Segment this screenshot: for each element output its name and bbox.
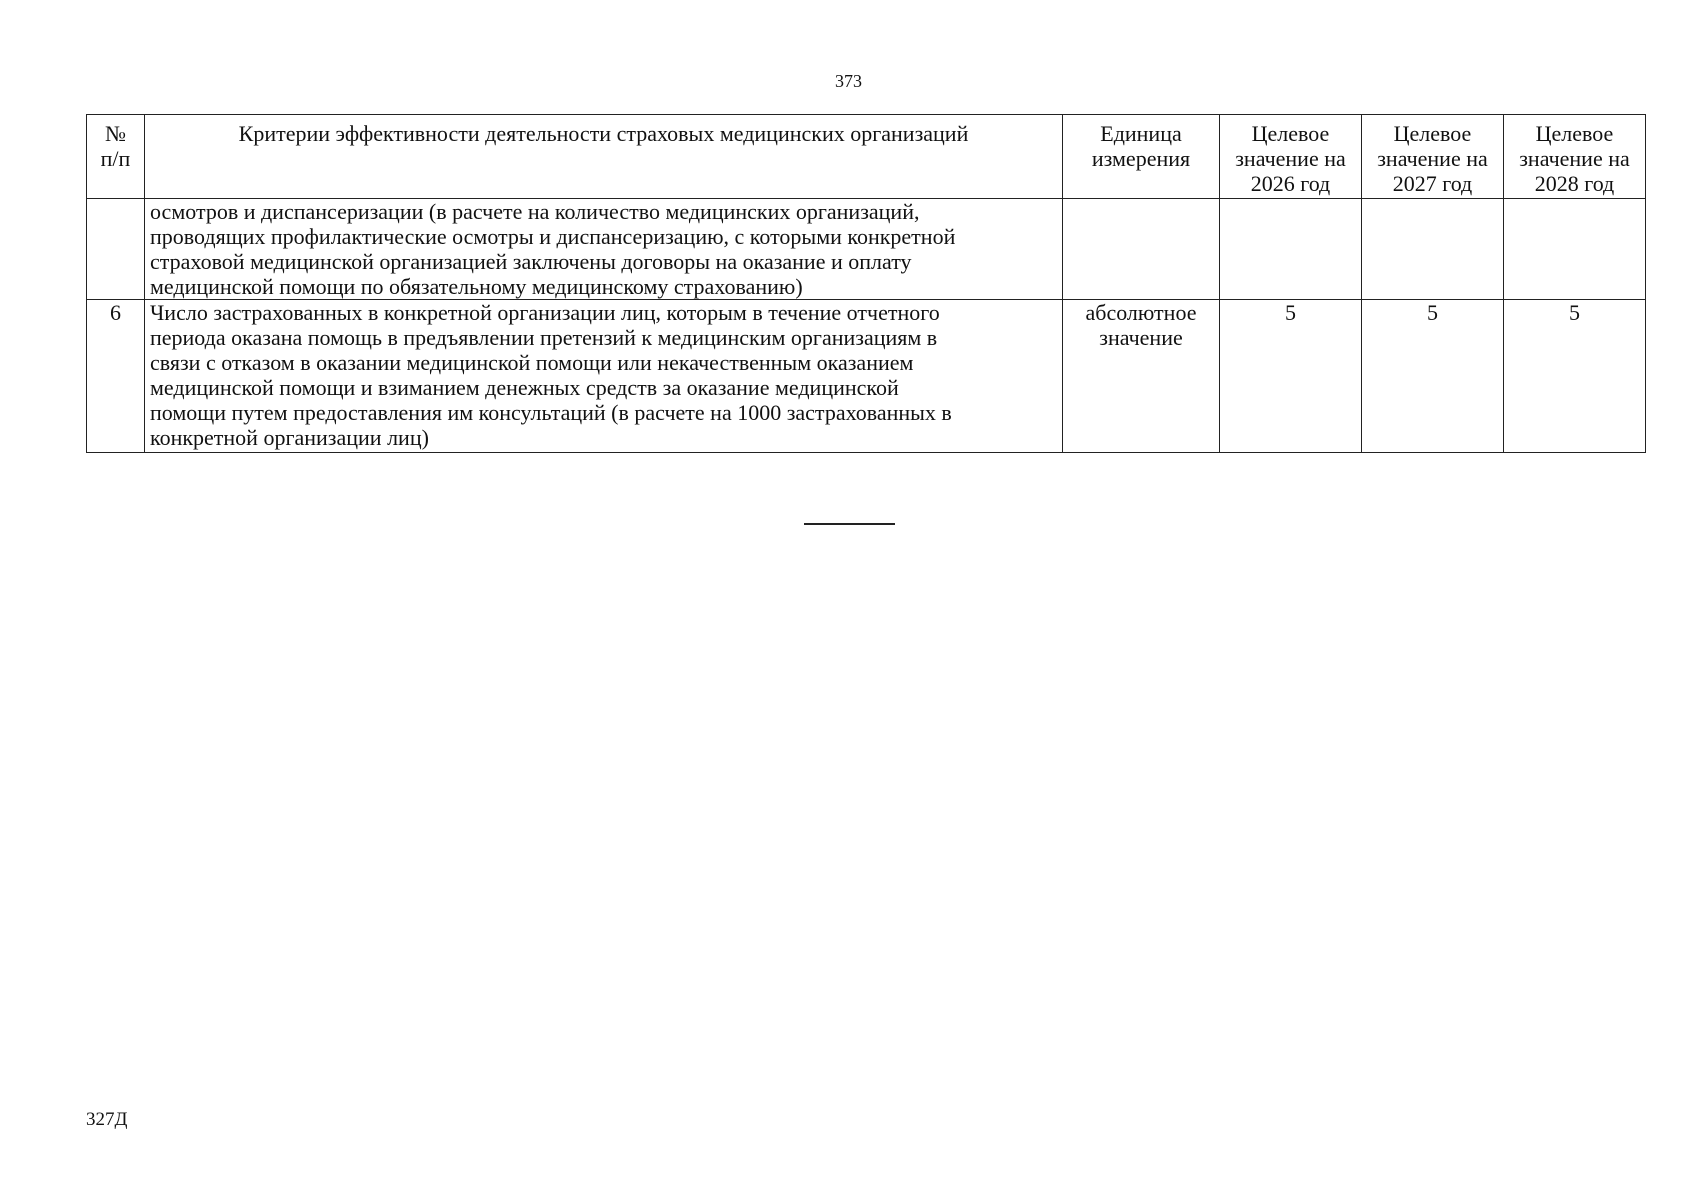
header-target-2027	[1362, 115, 1504, 199]
criteria-line: периода оказана помощь в предъявлении претензий к медицинским организациям в	[150, 325, 938, 350]
criteria-line: проводящих профилактические осмотры и диспансеризацию, с которыми конкретной	[150, 224, 956, 249]
criteria-line: осмотров и диспансеризации (в расчете на количество медицинских организаций,	[150, 199, 920, 224]
header-target-2028	[1504, 115, 1646, 199]
criteria-line: Число застрахованных в конкретной организации лиц, которым в течение отчетного	[150, 300, 940, 325]
criteria-line: страховой медицинской организацией заключены договоры на оказание и оплату	[150, 249, 912, 274]
row-number-cell: 6	[87, 300, 145, 453]
unit-line2: значение	[1099, 325, 1183, 350]
header-2026-line3: 2026 год	[1250, 171, 1331, 196]
criteria-line: медицинской помощи по обязательному медицинскому страхованию)	[150, 274, 803, 299]
row-value-2028: 5	[1504, 300, 1646, 453]
document-code: 327Д	[86, 1109, 128, 1130]
row-unit-cell	[1063, 300, 1220, 453]
header-2026-line1: Целевое	[1251, 121, 1330, 146]
end-of-section-divider	[804, 523, 895, 525]
header-2027-line3: 2027 год	[1392, 171, 1473, 196]
unit-line1: абсолютное	[1085, 300, 1197, 325]
criteria-line: медицинской помощи и взиманием денежных средств за оказание медицинской	[150, 375, 899, 400]
header-2028-line2: значение на	[1519, 146, 1630, 171]
row-criteria-cell	[145, 300, 1063, 453]
criteria-line: связи с отказом в оказании медицинской помощи или некачественным оказанием	[150, 350, 914, 375]
header-2026-line2: значение на	[1235, 146, 1346, 171]
header-target-2026	[1220, 115, 1362, 199]
header-unit-line2: измерения	[1091, 146, 1191, 171]
row-criteria-cell	[145, 199, 1063, 300]
criteria-line: конкретной организации лиц)	[150, 425, 429, 450]
header-criteria-text: Критерии эффективности деятельности страховых медицинских организаций	[238, 121, 969, 146]
row-value-2026: 5	[1220, 300, 1362, 453]
header-number	[87, 115, 145, 199]
header-number-line2: п/п	[100, 146, 131, 171]
table-header-row	[87, 115, 1646, 199]
criteria-line: помощи путем предоставления им консультаций (в расчете на 1000 застрахованных в	[150, 400, 952, 425]
header-2028-line1: Целевое	[1535, 121, 1614, 146]
header-unit-line1: Единица	[1100, 121, 1182, 146]
row-unit-cell	[1063, 199, 1220, 300]
row-value-2027	[1362, 199, 1504, 300]
table-row	[87, 199, 1646, 300]
page-number: 373	[835, 71, 862, 91]
row-number-cell	[87, 199, 145, 300]
row-value-2027: 5	[1362, 300, 1504, 453]
header-2027-line2: значение на	[1377, 146, 1488, 171]
criteria-table	[86, 114, 1646, 453]
row-value-2026	[1220, 199, 1362, 300]
header-criteria	[145, 115, 1063, 199]
header-number-line1: №	[105, 121, 126, 146]
row-value-2028	[1504, 199, 1646, 300]
header-2027-line1: Целевое	[1393, 121, 1472, 146]
header-2028-line3: 2028 год	[1534, 171, 1615, 196]
header-unit	[1063, 115, 1220, 199]
table-row	[87, 300, 1646, 453]
